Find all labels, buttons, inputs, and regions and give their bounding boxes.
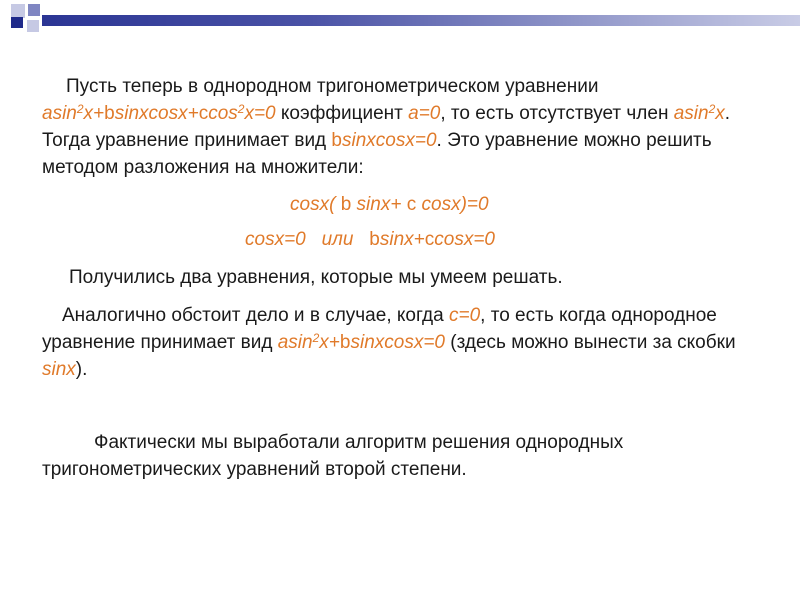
header-gradient-bar	[42, 15, 800, 26]
header-square-light-bottom	[27, 20, 39, 32]
header-square-mid	[28, 4, 40, 16]
header-square-light-top	[11, 4, 25, 18]
equation-split: cosx=0 или bsinx+ccosx=0	[245, 229, 495, 250]
paragraph-two-equations: Получились два уравнения, которые мы умеем решать.	[69, 267, 563, 288]
paragraph-case-c-zero: Аналогично обстоит дело и в случае, когда c=0, то есть когда однородное уравнение принимает вид asin$^2$x+bsinxcosx=0 (здесь можно вынести за скобки sinx).	[42, 305, 736, 380]
header-square-dark	[11, 17, 23, 28]
equation-factored: cosx( b sinx+ c cosx)=0	[290, 194, 489, 215]
paragraph-intro: Пусть теперь в однородном тригонометрическом уравнении asin$^2$x+bsinxcosx+ccos$^2$x=0 коэффициент a=0, то есть отсутствует член asin$^2$x. Тогда уравнение принимает вид bsinxcosx=0. Это уравнение можно решить методом разложения на множители:	[42, 76, 731, 178]
paragraph-conclusion: Фактически мы выработали алгоритм решения однородных тригонометрических уравнений второй степени.	[42, 432, 624, 480]
